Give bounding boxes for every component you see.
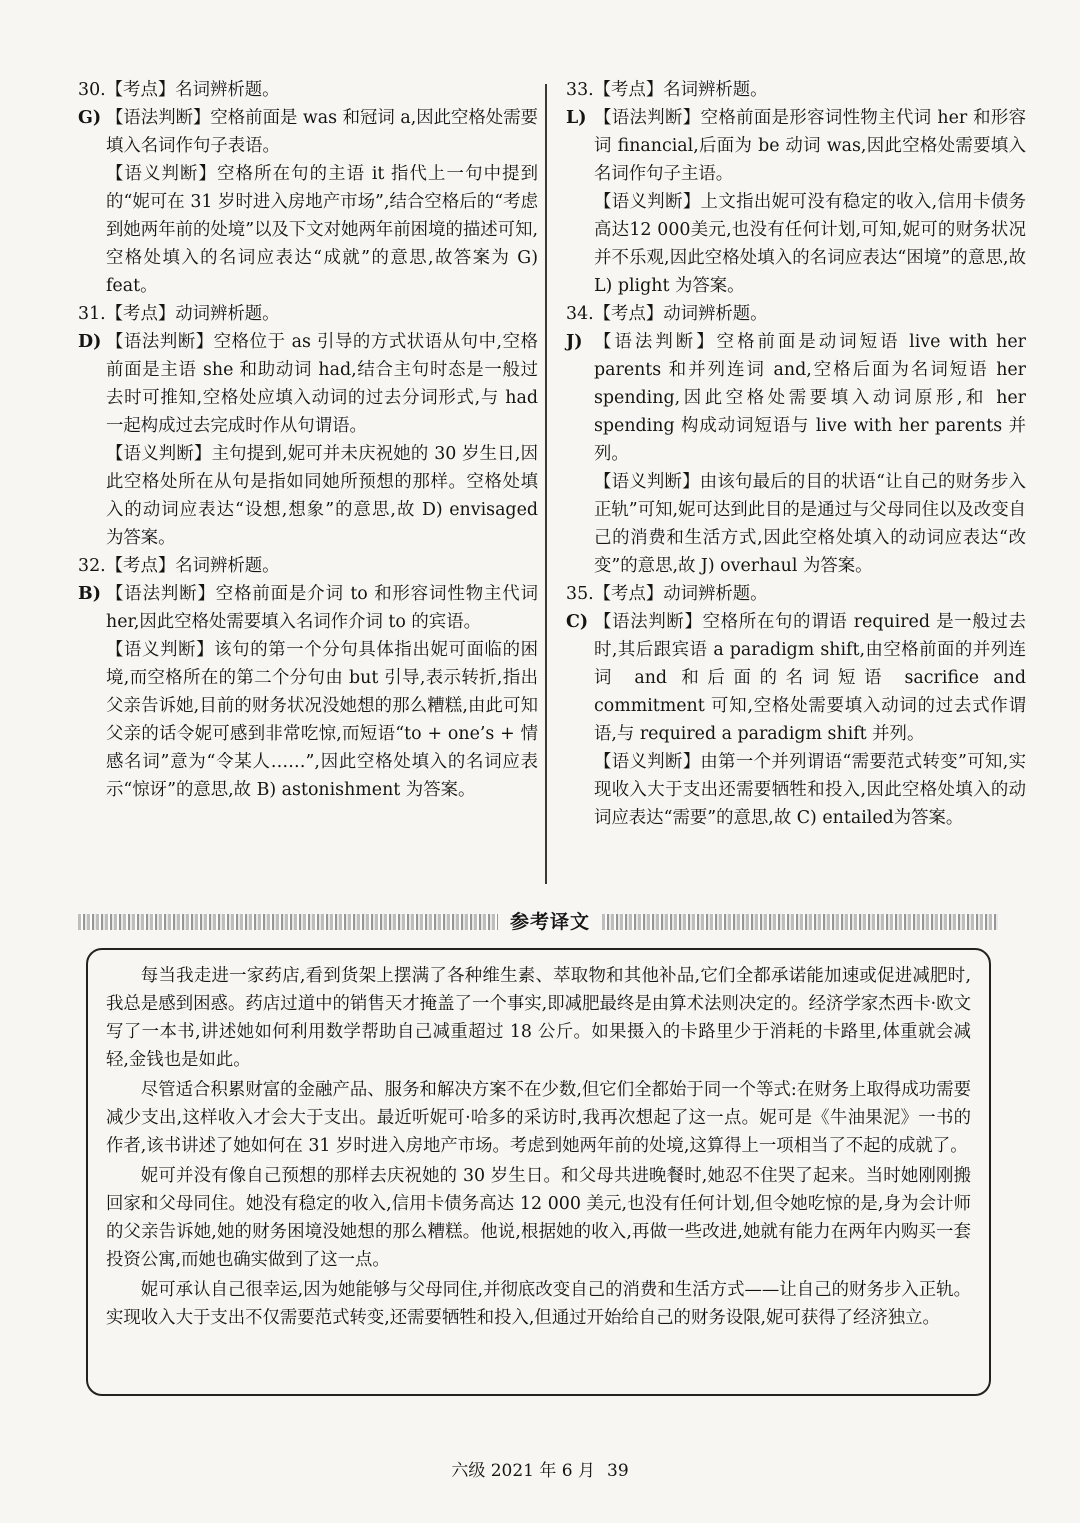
q30-block [78,76,538,300]
q31-heading: 31.【考点】动词辨析题。 [78,304,280,324]
translation-banner [78,908,998,936]
q35-block [566,580,1026,832]
q33-grammar-note: 【语法判断】空格前面是形容词性物主代词 her 和形容词 financial,后面为 be 动词 was,因此空格处需要填入名词作句子主语。 [594,108,1026,184]
q31-grammar-note: 【语法判断】空格位于 as 引导的方式状语从句中,空格前面是主语 she 和助动词 had,结合主句时态是一般过去时可推知,空格处应填入动词的过去分词形式,与 had 一起构成过去完成时作从句谓语。 [106,332,538,436]
q32-answer-letter: B) [78,584,101,604]
q34-semantic-note: 【语义判断】由该句最后的目的状语“让自己的财务步入正轨”可知,妮可达到此目的是通过与父母同住以及改变自己的消费和生活方式,因此空格处填入的动词应表达“改变”的意思,故 J) overhaul 为答案。 [594,472,1026,576]
page-number: 39 [607,1461,629,1481]
q35-grammar-note: 【语法判断】空格所在句的谓语 required 是一般过去时,其后跟宾语 a paradigm shift,由空格前面的并列连词 and 和后面的名词短语 sacrifice and commitment 可知,空格处需要填入动词的过去式作谓语,与 required a paradigm shift 并列。 [594,612,1026,744]
q34-heading: 34.【考点】动词辨析题。 [566,304,768,324]
q31-answer-letter: D) [78,332,102,352]
translation-box [86,948,991,1396]
q33-answer-letter: L) [566,108,587,128]
translation-paragraph: 妮可并没有像自己预想的那样去庆祝她的 30 岁生日。和父母共进晚餐时,她忍不住哭了起来。当时她刚刚搬回家和父母同住。她没有稳定的收入,信用卡债务高达 12 000 美元,也没有任何计划,但令她吃惊的是,身为会计师的父亲告诉她,她的财务困境没她想的那么糟糕。他说,根据她的收入,再做一些改进,她就有能力在两年内购买一套投资公寓,而她也确实做到了这一点。 [106,1166,971,1270]
q30-answer-letter: G) [78,108,102,128]
q30-heading: 30.【考点】名词辨析题。 [78,80,280,100]
left-column [78,76,538,804]
q31-block [78,300,538,552]
page-footer [0,1456,1080,1481]
q33-semantic-note: 【语义判断】上文指出妮可没有稳定的收入,信用卡债务高达12 000美元,也没有任何计划,可知,妮可的财务状况并不乐观,因此空格处填入的名词应表达“困境”的意思,故 L) plight 为答案。 [594,192,1026,296]
banner-pattern-left [78,914,498,930]
q35-heading: 35.【考点】动词辨析题。 [566,584,768,604]
translation-paragraph: 每当我走进一家药店,看到货架上摆满了各种维生素、萃取物和其他补品,它们全都承诺能加速或促进减肥时,我总是感到困惑。药店过道中的销售天才掩盖了一个事实,即减肥最终是由算术法则决定的。经济学家杰西卡·欧文写了一本书,讲述她如何利用数学帮助自己减重超过 18 公斤。如果摄入的卡路里少于消耗的卡路里,体重就会减轻,金钱也是如此。 [106,966,971,1070]
q32-heading: 32.【考点】名词辨析题。 [78,556,280,576]
q32-grammar-note: 【语法判断】空格前面是介词 to 和形容词性物主代词 her,因此空格处需要填入名词作介词 to 的宾语。 [106,584,538,632]
q34-block [566,300,1026,580]
banner-pattern-right [602,914,998,930]
q30-semantic-note: 【语义判断】空格所在句的主语 it 指代上一句中提到的“妮可在 31 岁时进入房地产市场”,结合空格后的“考虑到她两年前的处境”以及下文对她两年前困境的描述可知,空格处填入的名词应表达“成就”的意思,故答案为 G) feat。 [106,164,538,296]
q31-semantic-note: 【语义判断】主句提到,妮可并未庆祝她的 30 岁生日,因此空格处所在从句是指如同她所预想的那样。空格处填入的动词应表达“设想,想象”的意思,故 D) envisaged 为答案。 [106,444,538,548]
q33-heading: 33.【考点】名词辨析题。 [566,80,768,100]
q35-answer-letter: C) [566,612,589,632]
q32-semantic-note: 【语义判断】该句的第一个分句具体指出妮可面临的困境,而空格所在的第二个分句由 but 引导,表示转折,指出父亲告诉她,目前的财务状况没她想的那么糟糕,由此可知父亲的话令妮可感到非常吃惊,而短语“to + one’s + 情感名词”意为“令某人……”,因此空格处填入的名词应表示“惊讶”的意思,故 B) astonishment 为答案。 [106,640,538,800]
translation-title: 参考译文 [510,911,591,933]
q34-grammar-note: 【语法判断】空格前面是动词短语 live with her parents 和并列连词 and,空格后面为名词短语 her spending,因此空格处需要填入动词原形,和 her spending 构成动词短语与 live with her parents 并列。 [594,332,1026,464]
column-divider [545,84,547,884]
q30-grammar-note: 【语法判断】空格前面是 was 和冠词 a,因此空格处需要填入名词作句子表语。 [106,108,538,156]
translation-paragraph: 妮可承认自己很幸运,因为她能够与父母同住,并彻底改变自己的消费和生活方式——让自己的财务步入正轨。实现收入大于支出不仅需要范式转变,还需要牺牲和投入,但通过开始给自己的财务设限,妮可获得了经济独立。 [106,1280,971,1328]
translation-paragraph: 尽管适合积累财富的金融产品、服务和解决方案不在少数,但它们全都始于同一个等式:在财务上取得成功需要减少支出,这样收入才会大于支出。最近听妮可·哈多的采访时,我再次想起了这一点。妮可是《牛油果泥》一书的作者,该书讲述了她如何在 31 岁时进入房地产市场。考虑到她两年前的处境,这算得上一项相当了不起的成就了。 [106,1080,971,1156]
q32-block [78,552,538,804]
q34-answer-letter: J) [566,332,583,352]
exam-label: 六级 2021 年 6 月 [451,1461,596,1481]
q33-block [566,76,1026,300]
right-column [566,76,1026,832]
q35-semantic-note: 【语义判断】由第一个并列谓语“需要范式转变”可知,实现收入大于支出还需要牺牲和投入,因此空格处填入的动词应表达“需要”的意思,故 C) entailed为答案。 [594,752,1026,828]
